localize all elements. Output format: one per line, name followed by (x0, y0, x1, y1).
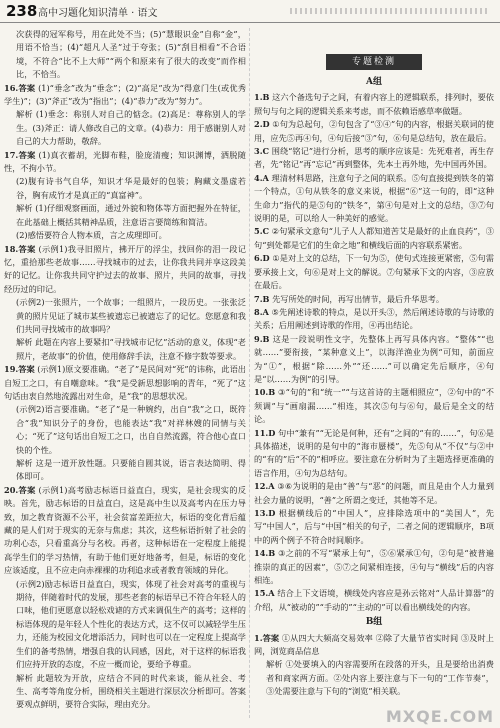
answer-label: 12.A (254, 481, 275, 492)
answer-label: 6.D (254, 253, 270, 264)
answer-paragraph: 10.B ③“句的”和“统一”“与这首诗的主题相照应”，②句中的“不须调”与“画扇漏……”相连，其次⑤句与⑥句，最后是全文的结论。 (254, 387, 494, 425)
answer-paragraph: (示例2)一张照片，一个故事；一组照片，一段历史。一张张泛黄的照片见证了城市某些被遗忘已被遗忘了的记忆。您愿意和我们共同寻找城市的故事吗？ (16, 297, 246, 334)
answer-label: 3.C (254, 146, 270, 157)
answer-label: 13.D (254, 508, 276, 518)
answer-label: 9.B (254, 333, 270, 344)
answer-paragraph: 11.D 句中“兼有”“无论是何种，还有”之间的“有的……”，句⑥是具体描述，说明的是句中的“海市蜃楼”，先⑤句从“不仅”与②中的“有的”后“不的”相呼应。要注意在分析时为了主题选择更准确的语言作用，④句为总结句。 (254, 427, 494, 478)
answer-label: 18.答案 (4, 243, 36, 254)
answer-paragraph: 14.B ③之前的不写“紧承上句”，⑤⑥紧承①句，②句是“被普遍推崇的真正的因素”，⑤⑦之间紧相连接，④句与“横线”后的内容相连。 (254, 548, 494, 586)
section-b-answers (254, 632, 494, 699)
answer-paragraph: 15.A 结合上下文语境，横线处内容应是孙云铭对“人品计算器”的介绍，从“被动的”“手动的”“主动的”可以看出横线处的内容。 (254, 588, 494, 612)
answer-paragraph: (2)腹有诗书气自华，知识才华是最好的包装；胸藏文墨虚若谷，胸有成竹才是真正的“真富神”。 (16, 176, 246, 200)
answer-label: 11.D (254, 427, 276, 438)
answer-paragraph: 解析 ①处要填入的内容需要所在段落的开头，且是要给出消费者和商家两方面。②处内容上要注意与下一句的“工作节奏”，③处需要注意与下句的“浏览”相关联。 (266, 659, 494, 697)
watermark: MXQE.COM (385, 707, 494, 726)
answer-paragraph: 20.答案 (示例1)高考励志标语日益直白，现实，是社会现实的反映。首先，励志标语的日益直白，这是高中生以及高考内在压力导致，加之教育资源不公平，社会贫富差距拉大，标语的变化背后蕴藏的是人们对于现实的无奈与焦虑；其次，这些标语折射了社会的功利心态，只看重高分与名校。再者，这种标语在一定程度上能提高学生们的学习热情，有助于他们更好地备考，但是，标语的变化应该适度，且不应走向赤裸裸的功利追求或者教育领域的异化。 (4, 484, 247, 576)
answer-paragraph: 13.D 根据横线后的“中国人”，应排除选项中的“美国人”，先写“中国人”，后与“中国”相关的句子，二者之间的逻辑顺序，B项中的两个例子不符合时间顺序。 (254, 508, 494, 545)
answer-paragraph: 12.A ③⑥为说明的是由“善”与“恶”的问题，而且是由个人力量到社会力量的说明，“善”之所谓之变迁，其他等不足。 (254, 481, 494, 505)
book-title: 高中习题化知识清单 · 语文 (38, 8, 158, 19)
answer-paragraph: 5.C ②句紧承文意句“儿子人人都知道苦艾是最好的止血良药”，③句“到处都是它们的生命之地”和横线后面的内容联系紧密。 (254, 226, 494, 250)
answer-label: 8.A (254, 306, 269, 317)
section-a-answers (254, 91, 494, 614)
answer-label: 20.答案 (4, 484, 36, 495)
answer-paragraph: (2)感悟要符合人物本质，言之成理即可。 (16, 230, 167, 241)
header-decoration (290, 8, 490, 14)
answer-label: 15.A (254, 588, 275, 599)
answer-paragraph: 4.A 理清材料思路，注意句子之间的联系。⑤句直接提到铁冬的第一个特点，①句从铁冬的意义来说，根据“⑥”这一句的，即“这种生命力”指代的是⑤句的“铁冬”，第④句是对上文的总结，③⑦句说明的是，可以给人一种美好的感觉。 (254, 172, 494, 224)
answer-label: 10.B (254, 387, 276, 398)
section-b-heading: B组 (365, 617, 383, 628)
answer-label: 2.D (254, 119, 270, 130)
answer-paragraph: 解析 这是一道开放性题。只要能自圆其说，语言表达简明、得体即可。 (16, 458, 246, 482)
answer-label: 17.答案 (4, 149, 36, 160)
answer-paragraph: 解析 此题在内容上要紧扣“寻找城市记忆”活动的意义，体现“老照片，老故事”的价值，使用修辞手法，注意不修字数等要求。 (16, 337, 246, 361)
answer-label: 19.答案 (4, 364, 35, 375)
answer-paragraph: 解析 (1)垂念：称别人对自己的惦念。(2)高足：尊称别人的学生。(3)斧正：请人修改自己的文章。(4)恭力：用于感谢别人对自己的大力帮助，敬辞。 (16, 109, 246, 147)
answer-paragraph: 解析 (1)仔细观察画面，通过外貌和物体等方面把握外在特征，在此基础上概括其精神品质，注意语言要简练和简洁。 (16, 203, 246, 227)
answer-paragraph: 7.B 先写所处的时间，再写出情节，最后升华思考。 (254, 293, 445, 304)
answer-paragraph: 次获得的冠军称号，用在此处不当；(5)“慧眼识金”自称“金”，用语不恰当；(4)“超凡人圣”过于夸张；(5)“刮目相看”不合语境，不符合“比不上大师”“两个和原来有了很大的改变”而作相比，不恰当。 (16, 29, 246, 80)
answer-label: 1.答案 (254, 632, 280, 643)
answer-paragraph: 1.B 这六个备选句子之间，有着内容上的逻辑联系，排列时，要依照句与句之间的逻辑关系来考虑，而不依赖语感草率做题。 (254, 92, 494, 116)
answer-paragraph: 1.答案 ①从四大大频高交易效率 ②除了大量节省实时间 ③及时上网，浏览商品信息 (254, 632, 494, 657)
answer-paragraph: 18.答案 (示例1)我寻旧照片，拂开厅的浮尘，找回你的泪一段记忆，重拾那些老故事……寻找城市的过去，让你我共同并享这段美好的记忆。让你我共同守护过去的故事、照片，共同的故事，寻找经历过的印记。 (4, 243, 247, 294)
answer-paragraph: 19.答案 (示例1)原文要准确。“老了”是民间对“死”的讳称，此语出自短工之口，有自嘲意味。“我”是受新思想影响的青年，“死了”这句话由衷自然地流露出对生命，是“我”的思想状况。 (4, 364, 246, 401)
page-number: 238 (6, 2, 38, 20)
answer-label: 16.答案 (4, 82, 36, 93)
answer-label: 5.C (254, 226, 270, 237)
answer-paragraph: 8.A ⑤先阐述诗歌的特点，是以开头③，然后阐述诗歌的与诗歌的关系；后用阐述到诗歌的作用，④再出结论。 (254, 306, 494, 331)
section-a-heading: A组 (366, 77, 382, 87)
answer-label: 4.A (254, 172, 269, 183)
answer-paragraph: 2.D ①句为总起句，②句包含了“③④”句的内容，根据关联词的使用，应先⑤再④句，④句后接“③”句，⑥句是总结句，放在最后。 (254, 119, 494, 143)
answer-paragraph: 17.答案 (1)真衣蓄胡，光脚布鞋，脸庞清瘦；知识渊博，洒脱随性，不拘小节。 (4, 149, 246, 174)
answer-paragraph: 16.答案 (1)“垂念”改为“垂念”；(2)“高足”改为“得意门生(或优秀学生)”；(3)“斧正”改为“指出”；(4)“恭力”改为“努力”。 (4, 82, 247, 107)
right-column (254, 28, 494, 699)
answer-paragraph: 3.C 围绕“铭记”进行分析，思考的顺序应该是：先死难者，再生存者，先“铭记”再“忘记”再到整体，先本土再外地，先中国再外国。 (254, 146, 494, 170)
column-divider (249, 28, 250, 718)
answer-label: 7.B (254, 293, 270, 304)
answer-paragraph: 9.B 这是一段说明性文字，先整体上再写具体内容。“整体”“也就……”要衔接，“某种意义上”，以海洋渔业为例“可知，前面应为“①”，根据“除……外”“还……”可以确定先后顺序，④句是“以……为例”的引导。 (254, 333, 494, 384)
section-banner: 专题检测 (326, 54, 422, 70)
page-header (0, 0, 500, 23)
left-column (4, 28, 246, 712)
answer-paragraph: (示例2)语言要准确。“老了”是一种婉约，出自“我”之口，既符合“我”知识分子的身份，也能表达“我”对祥林嫂的同情与关心；“死了”这句话出自短工之口，出自自然流露，符合他心直口快的个性。 (16, 404, 246, 455)
answer-paragraph: (示例2)励志标语日益直白，现实，体现了社会对高考的重视与期待，伴随着时代的发展，那些老套的标语早已不符合年轻人的口味，他们更愿意以轻松戏谑的方式来调侃生产的高考；这样的标语体现的是年轻人个性化的表达方式，这不仅可以减轻学生压力，还能为校园文化增添活力，同时也可以在一定程度上提高学生们的备考热情，增强自我的认同感，因此，对于这样的标语我们应持开放的态度，不应一概而论，要给予尊重。 (16, 578, 246, 670)
answer-paragraph: 解析 此题较为开放，应结合不同的时代来谈，能从社会、考生、高考等角度分析，围绕相关主题进行深层次分析即可。答案要观点鲜明，要符合实际，理由充分。 (16, 672, 246, 710)
answer-label: 1.B (254, 92, 270, 103)
answer-label: 14.B (254, 548, 276, 559)
answer-paragraph: 6.D ①是对上文的总结，下一句为⑤，使句式连接更紧密，⑤句需要承接上文，句⑥是对上文的解说。⑦句紧承下文的内容，③应放在最后。 (254, 253, 494, 291)
